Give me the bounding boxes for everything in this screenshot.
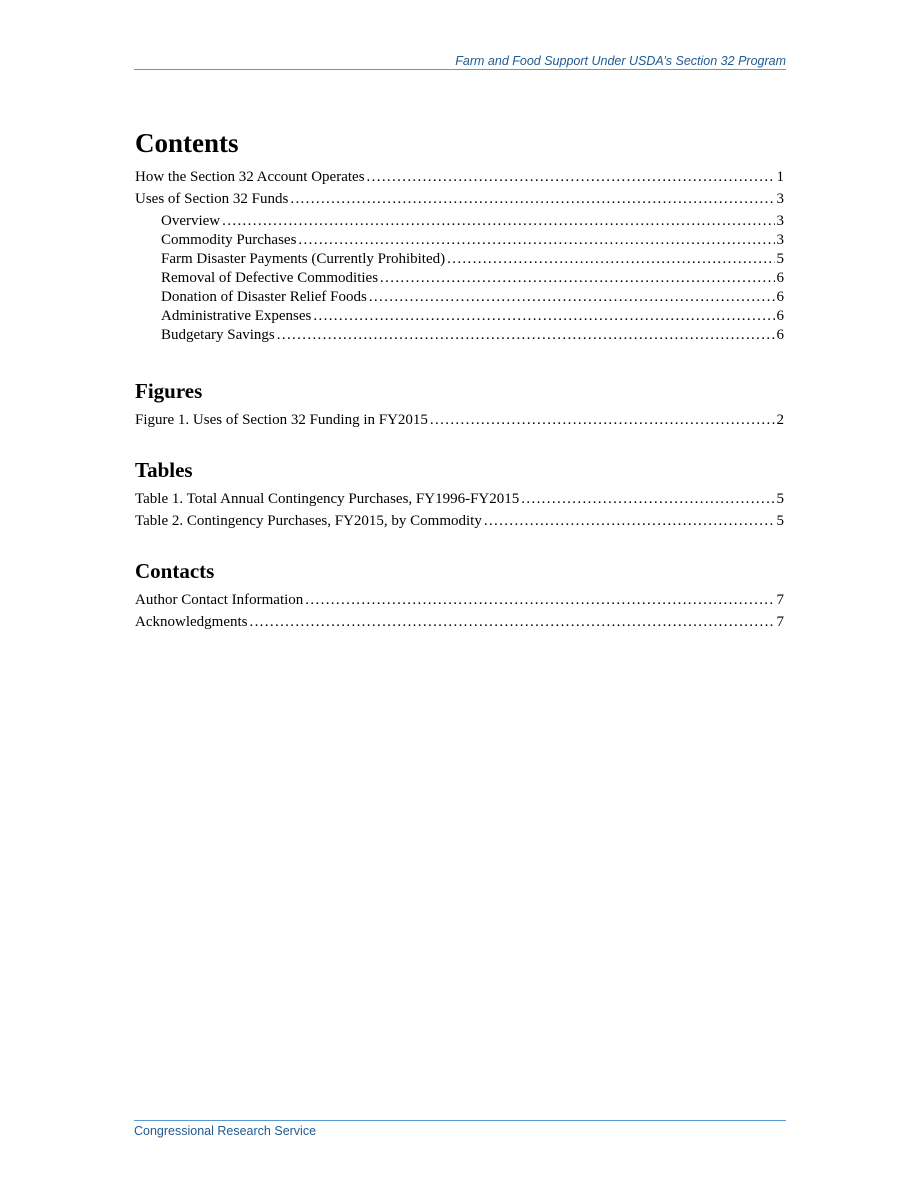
toc-entry[interactable] bbox=[135, 288, 784, 307]
toc-entry-page: 3 bbox=[776, 232, 784, 248]
toc-entry-label: Author Contact Information bbox=[135, 592, 304, 608]
dot-leader bbox=[305, 591, 774, 610]
toc-entry-label: Removal of Defective Commodities bbox=[161, 270, 379, 286]
contents-section bbox=[135, 128, 784, 345]
toc-entry-label: Budgetary Savings bbox=[161, 327, 275, 343]
toc-entry-label: Commodity Purchases bbox=[161, 232, 297, 248]
dot-leader bbox=[369, 288, 775, 307]
toc-entry[interactable] bbox=[135, 269, 784, 288]
toc-entry[interactable] bbox=[135, 411, 784, 430]
toc-entry-page: 1 bbox=[776, 169, 784, 185]
toc-entry[interactable] bbox=[135, 490, 784, 509]
tables-list bbox=[135, 490, 784, 531]
toc-entry[interactable] bbox=[135, 231, 784, 250]
contacts-heading: Contacts bbox=[135, 559, 215, 583]
toc-entry-page: 7 bbox=[776, 614, 784, 630]
contacts-section bbox=[135, 559, 784, 632]
figures-list bbox=[135, 411, 784, 430]
toc-entry-label: Uses of Section 32 Funds bbox=[135, 191, 289, 207]
toc-entry-page: 6 bbox=[776, 270, 784, 286]
dot-leader bbox=[290, 190, 774, 209]
dot-leader bbox=[380, 269, 774, 288]
dot-leader bbox=[484, 512, 775, 531]
contacts-list bbox=[135, 591, 784, 632]
toc-entry-page: 3 bbox=[776, 213, 784, 229]
toc-entry[interactable] bbox=[135, 591, 784, 610]
toc-entry-label: Donation of Disaster Relief Foods bbox=[161, 289, 367, 305]
toc-entry-label: Overview bbox=[161, 213, 221, 229]
running-footer bbox=[134, 1120, 786, 1138]
contents-list bbox=[135, 168, 784, 345]
running-header bbox=[134, 54, 786, 70]
figures-heading: Figures bbox=[135, 379, 203, 403]
toc-entry-page: 6 bbox=[776, 289, 784, 305]
table-of-contents bbox=[135, 120, 784, 660]
toc-entry[interactable] bbox=[135, 613, 784, 632]
dot-leader bbox=[521, 490, 774, 509]
dot-leader bbox=[222, 212, 774, 231]
toc-entry-page: 5 bbox=[776, 251, 784, 267]
toc-entry[interactable] bbox=[135, 326, 784, 345]
tables-section bbox=[135, 458, 784, 531]
dot-leader bbox=[447, 250, 774, 269]
contents-heading: Contents bbox=[135, 128, 239, 158]
tables-heading: Tables bbox=[135, 458, 193, 482]
dot-leader bbox=[277, 326, 775, 345]
toc-entry-label: Table 1. Total Annual Contingency Purchases, FY1996-FY2015 bbox=[135, 491, 520, 507]
toc-entry[interactable] bbox=[135, 212, 784, 231]
publisher-name: Congressional Research Service bbox=[134, 1124, 317, 1138]
toc-entry-page: 3 bbox=[776, 191, 784, 207]
toc-entry[interactable] bbox=[135, 307, 784, 326]
dot-leader bbox=[298, 231, 774, 250]
toc-entry-label: Table 2. Contingency Purchases, FY2015, by Commodity bbox=[135, 513, 482, 529]
toc-entry-page: 5 bbox=[776, 513, 784, 529]
dot-leader bbox=[313, 307, 774, 326]
figures-section bbox=[135, 379, 784, 430]
toc-entry-label: Administrative Expenses bbox=[161, 308, 312, 324]
toc-entry[interactable] bbox=[135, 250, 784, 269]
dot-leader bbox=[430, 411, 775, 430]
toc-entry-label: Farm Disaster Payments (Currently Prohibited) bbox=[161, 251, 446, 267]
toc-entry-label: How the Section 32 Account Operates bbox=[135, 169, 365, 185]
toc-entry-page: 6 bbox=[776, 327, 784, 343]
toc-entry-page: 6 bbox=[776, 308, 784, 324]
toc-entry[interactable] bbox=[135, 168, 784, 187]
toc-entry[interactable] bbox=[135, 512, 784, 531]
toc-entry-label: Figure 1. Uses of Section 32 Funding in FY2015 bbox=[135, 412, 428, 428]
running-header-title: Farm and Food Support Under USDA’s Section 32 Program bbox=[455, 54, 786, 68]
toc-entry-page: 5 bbox=[776, 491, 784, 507]
toc-entry[interactable] bbox=[135, 190, 784, 209]
dot-leader bbox=[249, 613, 774, 632]
toc-entry-page: 7 bbox=[776, 592, 784, 608]
toc-entry-label: Acknowledgments bbox=[135, 614, 248, 630]
dot-leader bbox=[367, 168, 775, 187]
toc-entry-page: 2 bbox=[776, 412, 784, 428]
